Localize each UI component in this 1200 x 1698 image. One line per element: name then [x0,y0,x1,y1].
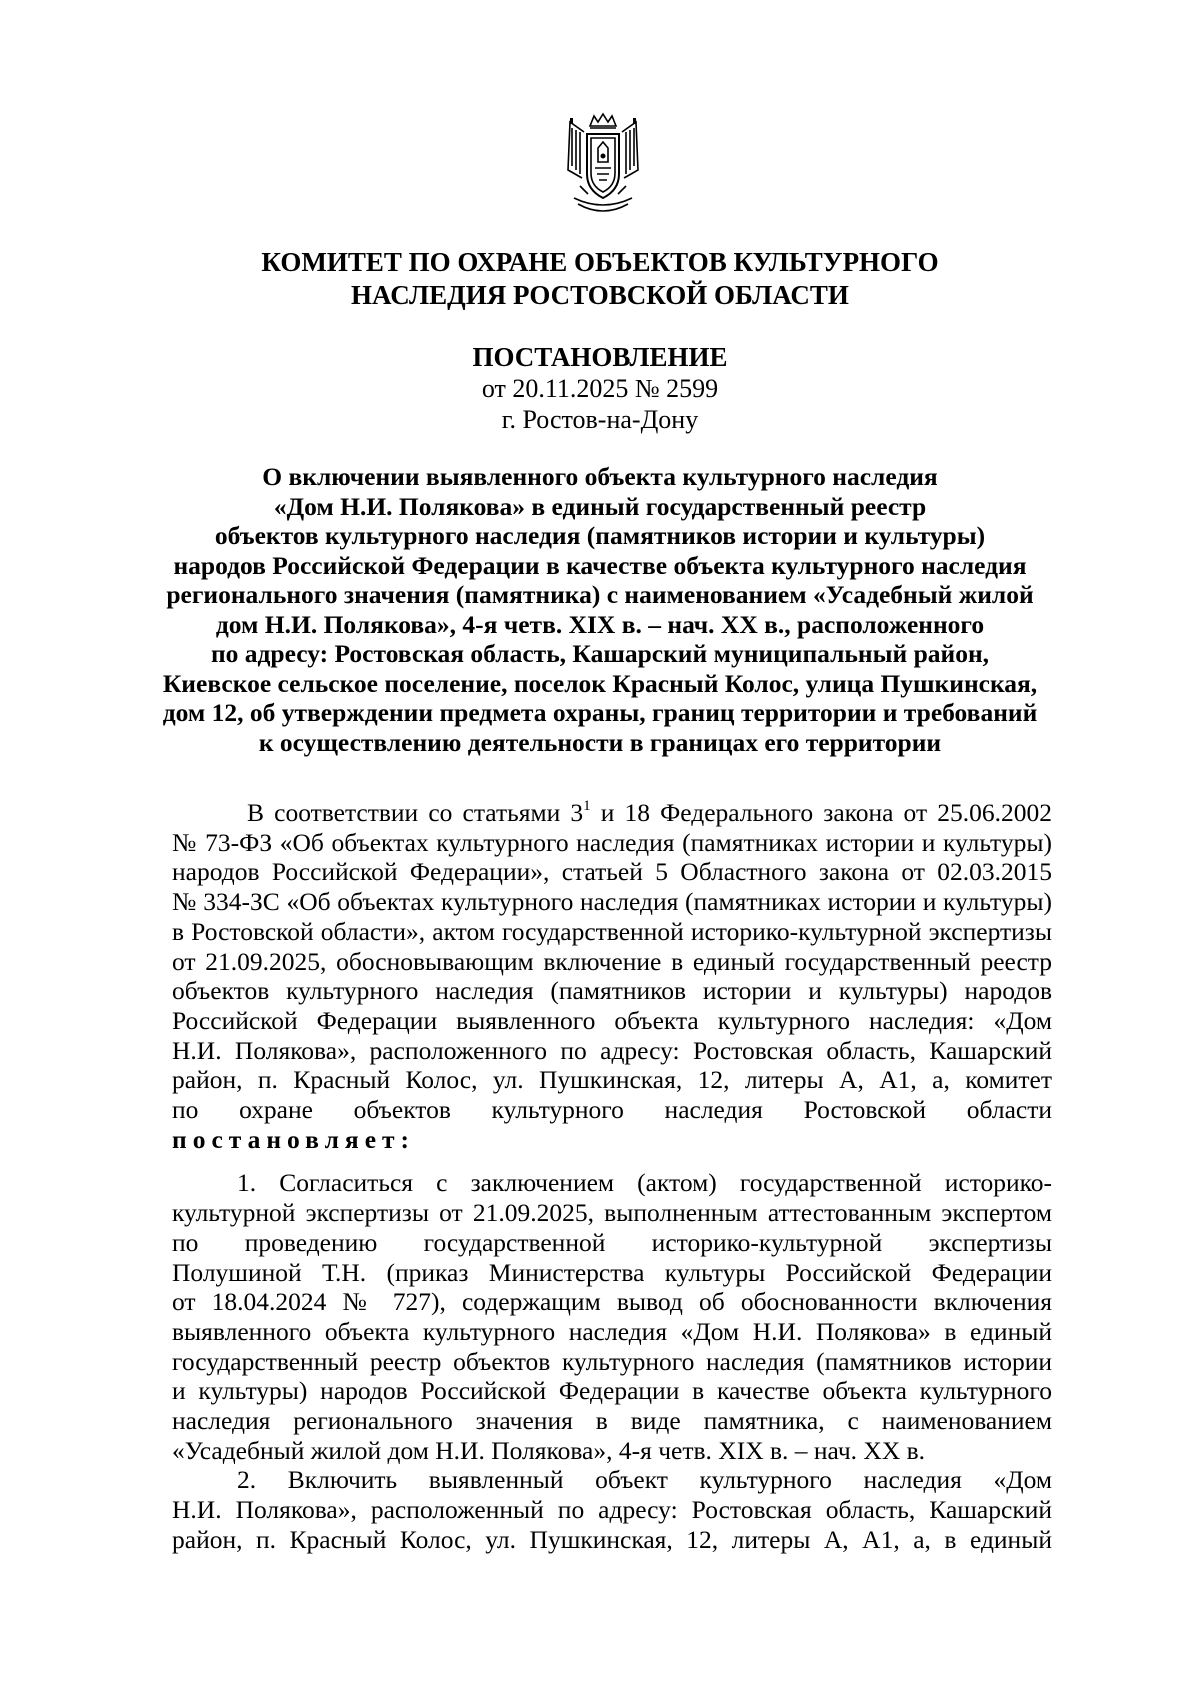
subject-line: дом Н.И. Полякова», 4-я четв. XIX в. – нач. XX в., расположенного [215,609,985,639]
paragraph-line: в Ростовской области», актом государственной историко-культурной экспертизы [172,916,1052,946]
paragraph-line: район, п. Красный Колос, ул. Пушкинская, 12, литеры А, А1, а, в единый [172,1524,1052,1554]
committee-header [130,246,1070,312]
paragraph-line: государственный реестр объектов культурного наследия (памятников истории [172,1346,1052,1376]
superscript: 1 [583,797,591,814]
paragraph-line: по охране объектов культурного наследия Ростовской области [172,1095,1052,1125]
subject-line: народов Российской Федерации в качестве объекта культурного наследия [173,550,1027,580]
subject-line: Киевское сельское поселение, поселок Красный Колос, улица Пушкинская, [162,668,1038,698]
item-1-first-line: 1. Согласиться с заключением (актом) государственной историко- [237,1168,1052,1198]
paragraph-line: Полушиной Т.Н. (приказ Министерства культуры Российской Федерации [172,1257,1052,1287]
paragraph-line: Н.И. Полякова», расположенного по адресу: Ростовская область, Кашарский [172,1035,1052,1065]
subject-line: к осуществлению деятельности в границах его территории [258,727,942,757]
preamble-first-line [172,798,1052,828]
paragraph-line: № 73-ФЗ «Об объектах культурного наследия (памятниках истории и культуры) [172,827,1052,857]
subject-line: дом 12, об утверждении предмета охраны, границ территории и требований [162,698,1038,727]
paragraph-line: от 21.09.2025, обосновывающим включение в единый государственный реестр [172,946,1052,976]
paragraph-line: Российской Федерации выявленного объекта культурного наследия: «Дом [172,1005,1052,1035]
decision-word: постановляет: [172,1124,416,1154]
paragraph-line: по проведению государственной историко-культурной экспертизы [172,1227,1052,1257]
item-2-first-line: 2. Включить выявленный объект культурного наследия «Дом [237,1465,1052,1495]
paragraph-line: «Усадебный жилой дом Н.И. Полякова», 4-я четв. XIX в. – нач. XX в. [172,1435,926,1465]
paragraph-line: и культуры) народов Российской Федерации в качестве объекта культурного [172,1376,1052,1406]
resolution-block [130,342,1070,435]
subject-line: объектов культурного наследия (памятников истории и культуры) [214,521,986,550]
paragraph-line: культурной экспертизы от 21.09.2025, выполненным аттестованным экспертом [172,1198,1052,1228]
preamble-text: и 18 Федерального закона от 25.06.2002 [590,798,1052,827]
committee-name-line-2: НАСЛЕДИЯ РОСТОВСКОЙ ОБЛАСТИ [351,280,849,310]
paragraph-line: № 334-ЗС «Об объектах культурного наследия (памятниках истории и культуры) [172,887,1052,917]
document-body [172,798,1052,1555]
document-type-title: ПОСТАНОВЛЕНИЕ [472,342,728,372]
paragraph-line: объектов культурного наследия (памятников истории и культуры) народов [172,976,1052,1006]
paragraph-line: от 18.04.2024 № 727), содержащим вывод об обоснованности включения [172,1287,1052,1317]
paragraph-line: наследия регионального значения в виде памятника, с наименованием [172,1406,1052,1436]
paragraph-line: район, п. Красный Колос, ул. Пушкинская, 12, литеры А, А1, а, комитет [172,1065,1052,1095]
preamble-text: В соответствии со статьями 3 [247,798,584,827]
paragraph-line: Н.И. Полякова», расположенный по адресу: Ростовская область, Кашарский [172,1495,1052,1525]
document-city: г. Ростов-на-Дону [501,405,699,434]
subject-line: «Дом Н.И. Полякова» в единый государственный реестр [273,491,927,521]
coat-of-arms-icon [560,112,646,220]
paragraph-line: народов Российской Федерации», статьей 5 Областного закона от 02.03.2015 [172,857,1052,887]
document-date-number: от 20.11.2025 № 2599 [481,374,719,403]
subject-line: О включении выявленного объекта культурного наследия [262,462,938,491]
document-subject [160,462,1040,757]
committee-name-line-1: КОМИТЕТ ПО ОХРАНЕ ОБЪЕКТОВ КУЛЬТУРНОГО [261,247,939,277]
subject-line: регионального значения (памятника) с наименованием «Усадебный жилой [166,580,1034,609]
subject-line: по адресу: Ростовская область, Кашарский муниципальный район, [210,639,990,668]
paragraph-line: выявленного объекта культурного наследия «Дом Н.И. Полякова» в единый [172,1316,1052,1346]
